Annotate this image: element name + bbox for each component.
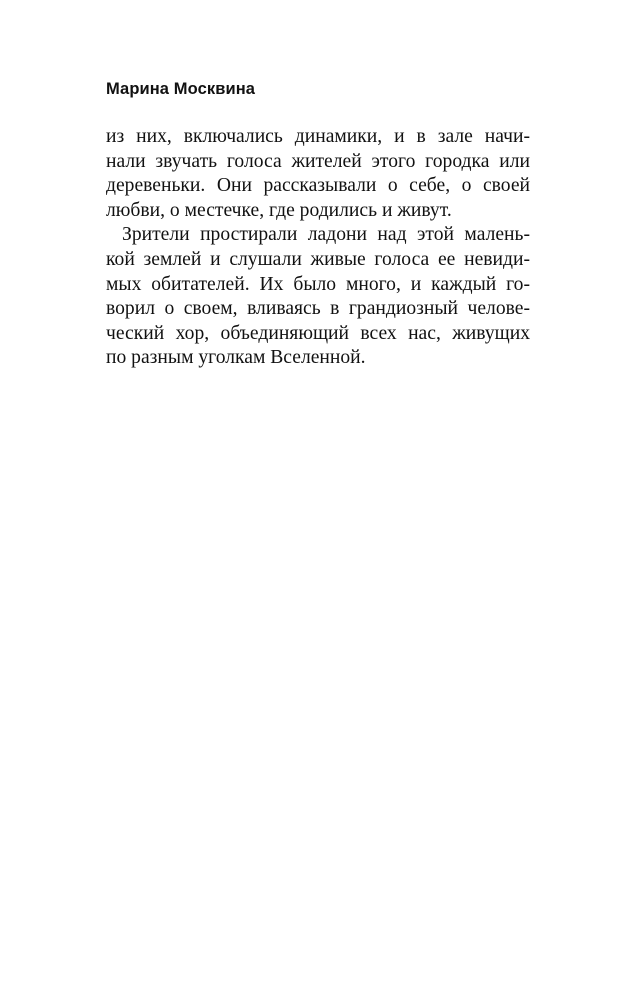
text-line: мых обитателей. Их было много, и каждый го- <box>106 273 530 295</box>
paragraph <box>106 223 530 371</box>
text-line: кой землей и слушали живые голоса ее невиди- <box>106 248 530 270</box>
running-header-author: Марина Москвина <box>106 80 256 98</box>
text-line: нали звучать голоса жителей этого городка или <box>106 150 530 172</box>
text-line: ческий хор, объединяющий всех нас, живущих <box>106 322 530 344</box>
text-line: по разным уголкам Вселенной. <box>106 347 366 369</box>
body-text <box>106 125 530 371</box>
text-line: Зрители простирали ладони над этой малень- <box>122 224 530 246</box>
paragraph <box>106 125 530 223</box>
text-line: деревеньки. Они рассказывали о себе, о своей <box>106 175 530 197</box>
text-line: любви, о местечке, где родились и живут. <box>106 199 452 221</box>
text-line: ворил о своем, вливаясь в грандиозный челове- <box>106 298 530 320</box>
text-line: из них, включались динамики, и в зале начи- <box>106 126 530 147</box>
